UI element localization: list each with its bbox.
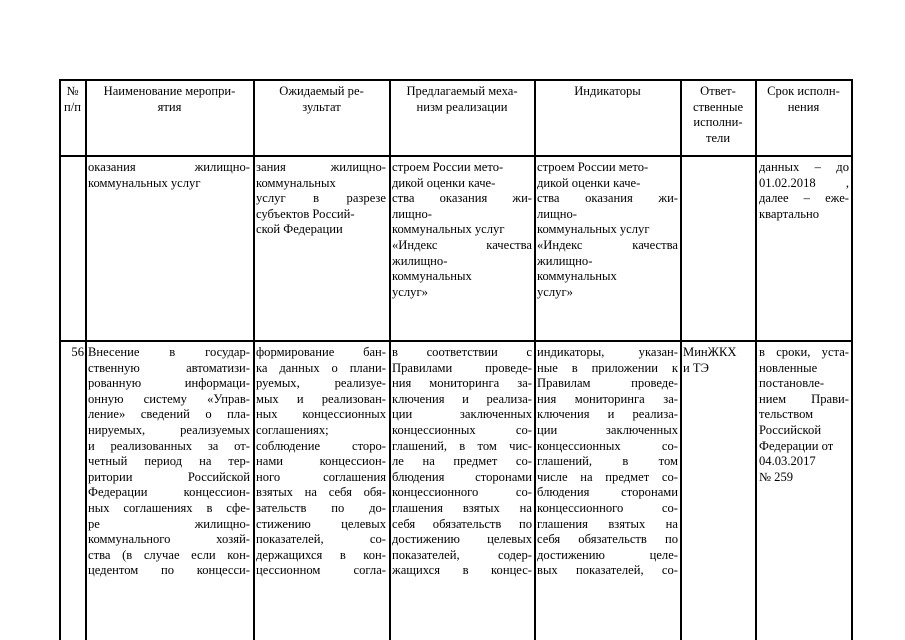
- text-line: концессионного со-: [537, 500, 678, 515]
- text-line: и реализованных за от-: [88, 438, 250, 453]
- col-border-4: [534, 79, 536, 640]
- text-line: коммунальных: [537, 269, 617, 284]
- row56-indicators: [537, 345, 678, 579]
- text-line: ской Федерации: [256, 222, 343, 237]
- header-line: исполни-: [693, 115, 743, 130]
- header-deadline: [757, 84, 850, 115]
- text-line: ных соглашениях в сфе-: [88, 500, 250, 515]
- row56-deadline: [759, 345, 849, 485]
- row1-expected-result: [256, 160, 386, 238]
- row56-mechanism: [392, 345, 532, 579]
- text-line: ния мониторинга за-: [392, 376, 532, 391]
- col-border-2: [253, 79, 255, 640]
- text-line: онную систему «Управ-: [88, 391, 250, 406]
- text-line: 01.02.2018 ,: [759, 175, 849, 190]
- text-line: Федерации концессион-: [88, 485, 250, 500]
- text-line: ные в приложении к: [537, 360, 678, 375]
- text-line: ных концессионных: [256, 407, 386, 422]
- text-line: ственную автоматизи-: [88, 360, 250, 375]
- text-line: услуг»: [537, 284, 573, 299]
- text-line: коммунальных услуг: [392, 222, 505, 237]
- text-line: новленные: [759, 360, 818, 375]
- col-border-3: [389, 79, 391, 640]
- text-line: цессионном согла-: [256, 563, 386, 578]
- header-number: [60, 84, 85, 115]
- row1-mechanism: [392, 160, 532, 300]
- text-line: в соответствии с: [392, 345, 532, 359]
- header-indicators: [536, 84, 679, 100]
- text-line: соблюдение сторо-: [256, 438, 386, 453]
- text-line: показателей, со-: [256, 532, 386, 547]
- header-line: низм реализации: [416, 99, 508, 114]
- text-line: вых показателей, со-: [537, 563, 678, 578]
- row1-deadline: [759, 160, 849, 222]
- text-line: постановле-: [759, 376, 825, 391]
- text-line: мых и реализован-: [256, 391, 386, 406]
- row56-event-name: [88, 345, 250, 579]
- header-mechanism: [391, 84, 533, 115]
- text-line: квартально: [759, 206, 820, 221]
- text-line: коммунальных услуг: [88, 175, 201, 190]
- col-border-1: [85, 79, 87, 640]
- text-line: формирование бан-: [256, 345, 386, 359]
- text-line: 04.03.2017: [759, 454, 816, 469]
- text-line: коммунальных услуг: [537, 222, 650, 237]
- text-line: индикаторы, указан-: [537, 345, 678, 359]
- header-event-name: [87, 84, 252, 115]
- text-line: ния мониторинга за-: [537, 391, 678, 406]
- text-line: себя обязательств по: [392, 516, 532, 531]
- text-line: ключения и реализа-: [392, 391, 532, 406]
- text-line: жащихся в концес-: [392, 563, 532, 578]
- text-line: зания жилищно-: [256, 160, 386, 174]
- text-line: Правилами проведе-: [392, 360, 532, 375]
- text-line: ции заключенных: [537, 422, 678, 437]
- text-line: коммунальных: [256, 175, 336, 190]
- text-line: руемых, реализуе-: [256, 376, 386, 391]
- text-line: дикой оценки каче-: [537, 175, 641, 190]
- text-line: Федерации от: [759, 438, 834, 453]
- header-line: Предлагаемый меха-: [406, 84, 518, 98]
- row56-responsible: [683, 345, 753, 376]
- row1-indicators: [537, 160, 678, 300]
- text-line: цедентом по концесси-: [88, 563, 250, 578]
- header-line: Срок исполн-: [767, 84, 840, 98]
- header-line: п/п: [64, 99, 81, 114]
- text-line: ка данных о плани-: [256, 360, 386, 375]
- table-border-top: [59, 79, 852, 81]
- text-line: строем России мето-: [392, 160, 504, 174]
- text-line: нием Прави-: [759, 391, 849, 406]
- row1-event-name: [88, 160, 250, 191]
- text-line: Внесение в государ-: [88, 345, 250, 359]
- text-line: ле на предмет со-: [392, 454, 532, 469]
- text-line: коммунального хозяй-: [88, 532, 250, 547]
- text-line: лищно-: [392, 206, 432, 221]
- header-line: Ожидаемый ре-: [279, 84, 364, 98]
- header-responsible: [682, 84, 754, 146]
- text-line: зательств по до-: [256, 500, 386, 515]
- text-line: ление» сведений о пла-: [88, 407, 250, 422]
- text-line: глашения взятых на: [537, 516, 678, 531]
- text-line: числе на предмет со-: [537, 469, 678, 484]
- text-line: нами концессион-: [256, 454, 386, 469]
- header-line: №: [66, 84, 79, 98]
- header-line: зультат: [302, 99, 341, 114]
- text-line: субъектов Россий-: [256, 206, 355, 221]
- text-line: стижению целевых: [256, 516, 386, 531]
- text-line: концессионного со-: [392, 485, 532, 500]
- text-line: ции заключенных: [392, 407, 532, 422]
- row56-expected-result: [256, 345, 386, 579]
- text-line: рованную информаци-: [88, 376, 250, 391]
- text-line: и ТЭ: [683, 360, 709, 375]
- header-expected-result: [255, 84, 388, 115]
- header-line: тели: [705, 130, 731, 145]
- text-line: ства (в случае если кон-: [88, 547, 250, 562]
- row-number: 56: [71, 345, 84, 359]
- text-line: концессионных со-: [537, 438, 678, 453]
- header-line: Наименование меропри-: [103, 84, 236, 98]
- text-line: взятых на себя обя-: [256, 485, 386, 500]
- header-line: нения: [787, 99, 820, 114]
- col-border-5: [680, 79, 682, 640]
- text-line: оказания жилищно-: [88, 160, 250, 174]
- text-line: данных – до: [759, 160, 849, 174]
- header-line: ятия: [157, 99, 182, 114]
- text-line: четный период на тер-: [88, 454, 250, 469]
- text-line: ключения и реализа-: [537, 407, 678, 422]
- header-line: Ответ-: [700, 84, 736, 98]
- text-line: МинЖКХ: [683, 345, 737, 359]
- text-line: лищно-: [537, 206, 577, 221]
- text-line: ства оказания жи-: [392, 191, 532, 206]
- text-line: себя обязательств по: [537, 532, 678, 547]
- text-line: жилищно-: [392, 253, 448, 268]
- text-line: достижению целе-: [537, 547, 678, 562]
- text-line: ре жилищно-: [88, 516, 250, 531]
- header-line: Индикаторы: [574, 84, 641, 98]
- text-line: нируемых, реализуемых: [88, 422, 250, 437]
- text-line: № 259: [759, 469, 794, 484]
- text-line: концессионных со-: [392, 422, 532, 437]
- text-line: глашений, в том чис-: [392, 438, 532, 453]
- text-line: достижению целевых: [392, 532, 532, 547]
- row56-number: [60, 345, 84, 361]
- col-border-7: [851, 79, 853, 640]
- col-border-6: [755, 79, 757, 640]
- text-line: «Индекс качества: [537, 237, 678, 252]
- header-bottom-rule: [59, 155, 852, 157]
- text-line: далее – еже-: [759, 191, 849, 206]
- text-line: тельством: [759, 407, 814, 422]
- text-line: дикой оценки каче-: [392, 175, 496, 190]
- text-line: ритории Российской: [88, 469, 250, 484]
- text-line: Российской: [759, 422, 822, 437]
- text-line: ного соглашения: [256, 469, 386, 484]
- text-line: ства оказания жи-: [537, 191, 678, 206]
- text-line: услуг в разрезе: [256, 191, 386, 206]
- text-line: глашения взятых на: [392, 500, 532, 515]
- text-line: «Индекс качества: [392, 237, 532, 252]
- text-line: держащихся в кон-: [256, 547, 386, 562]
- text-line: в сроки, уста-: [759, 345, 849, 359]
- row-separator: [59, 340, 852, 342]
- text-line: соглашениях;: [256, 422, 329, 437]
- text-line: коммунальных: [392, 269, 472, 284]
- text-line: глашений, в том: [537, 454, 678, 469]
- text-line: услуг»: [392, 284, 428, 299]
- text-line: строем России мето-: [537, 160, 649, 174]
- text-line: жилищно-: [537, 253, 593, 268]
- text-line: показателей, содер-: [392, 547, 532, 562]
- header-line: ственные: [692, 99, 744, 114]
- text-line: блюдения сторонами: [537, 485, 678, 500]
- text-line: блюдения сторонами: [392, 469, 532, 484]
- text-line: Правилам проведе-: [537, 376, 678, 391]
